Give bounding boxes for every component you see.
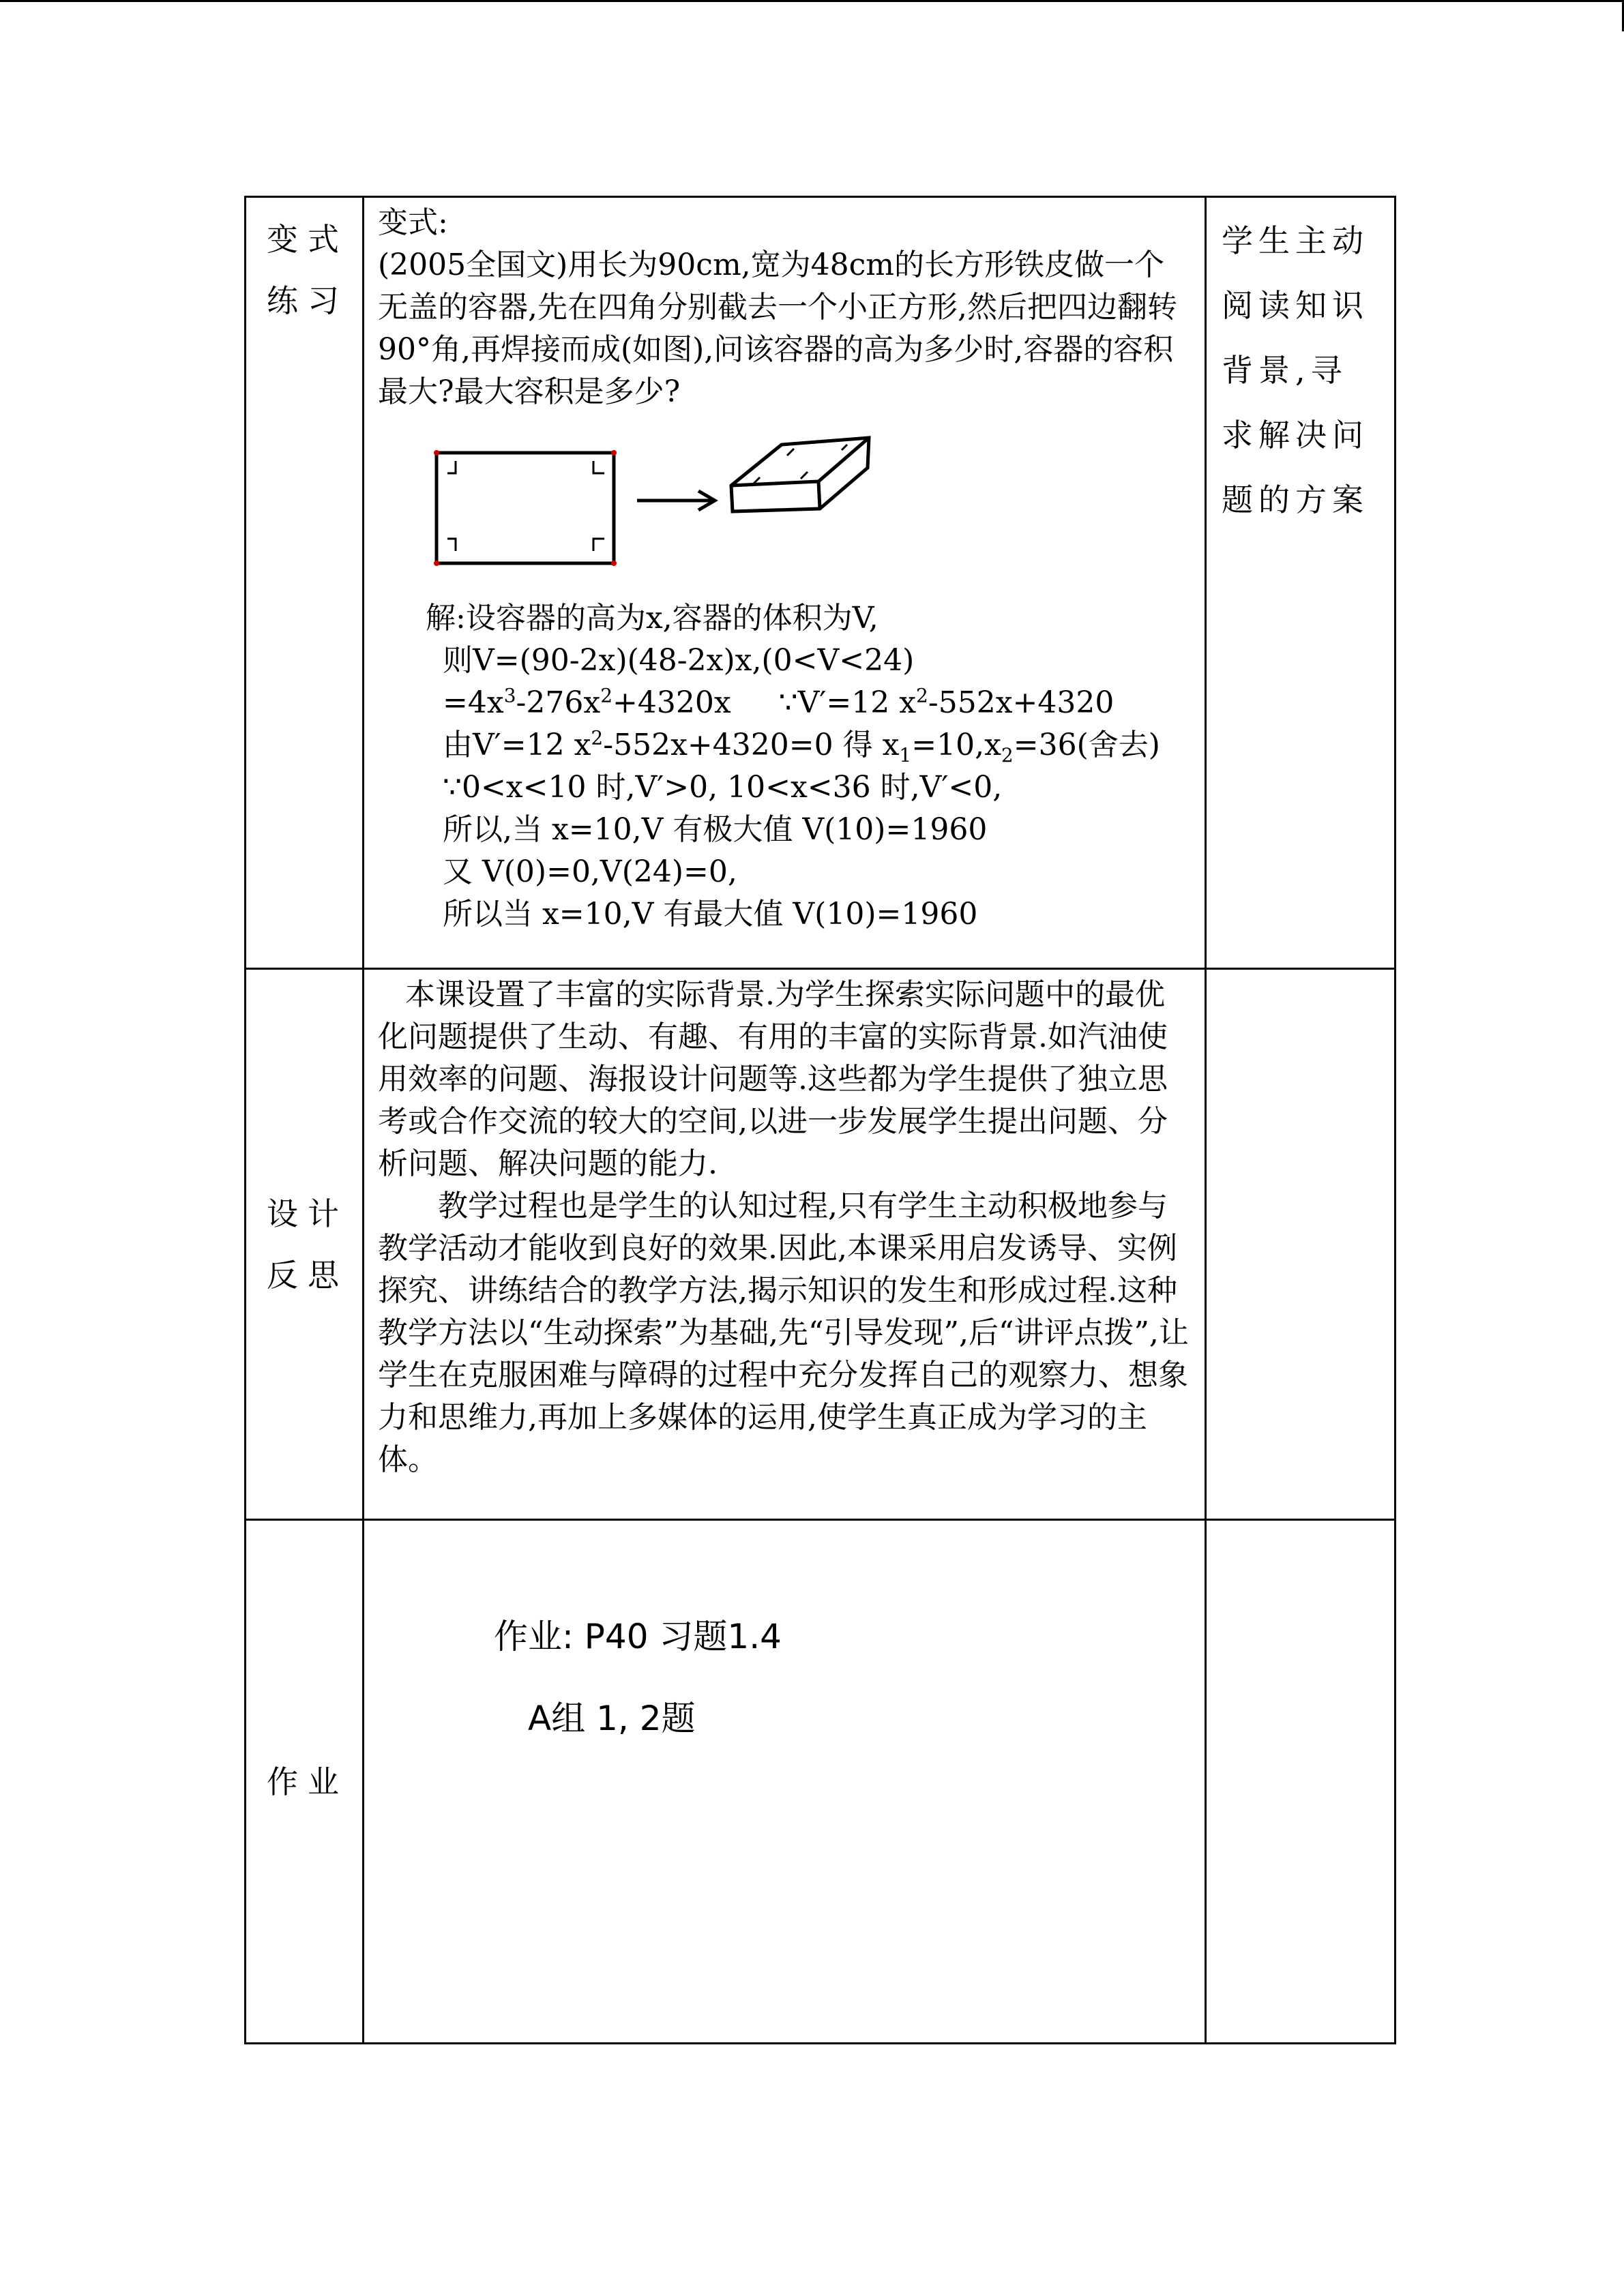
corner-dot xyxy=(434,450,439,456)
solution-line-2: 则V=(90-2x)(48-2x)x,(0<V<24) xyxy=(443,643,915,678)
sheet-rectangle xyxy=(437,453,614,563)
solution-line-4: 由V′=12 $x^2-552x+4320=0$ 得 $x_1=10,x_2=36$(舍去) xyxy=(443,726,1160,766)
corner-dot xyxy=(434,561,439,566)
solution-line-1: 解:设容器的高为x,容器的体积为V, xyxy=(426,601,879,636)
homework-line-2: A组 1, 2题 xyxy=(528,1699,696,1738)
cell-note-variant xyxy=(1206,197,1396,969)
cell-content-reflection xyxy=(364,969,1206,1520)
row-homework xyxy=(246,1520,1396,2044)
solution-line-7: 又 V(0)=0,V(24)=0, xyxy=(443,854,737,889)
label-homework: 作业 xyxy=(267,1763,349,1800)
solution-line-5: ∵0<x<10 时,V′>0, 10<x<36 时,V′<0, xyxy=(443,770,1003,805)
variant-heading: 变式: xyxy=(378,205,448,240)
lesson-plan-table xyxy=(244,196,1396,2044)
cell-label-variant xyxy=(246,197,364,969)
cell-label-homework xyxy=(246,1520,364,2044)
solution-line-8: 所以当 x=10,V 有最大值 V(10)=1960 xyxy=(443,897,978,931)
solution-line-6: 所以,当 x=10,V 有极大值 V(10)=1960 xyxy=(443,812,988,847)
box-folding-diagram xyxy=(432,420,910,597)
solution-line-3: $=4x^3-276x^2+4320x$ ∵V′=12 $x^2-552x+4320$ xyxy=(443,684,1114,720)
reflection-paragraph-2: 教学过程也是学生的认知过程,只有学生主动积极地参与教学活动才能收到良好的效果.因此,本课采用启发诱导、实例探究、讲练结合的教学方法,揭示知识的发生和形成过程.这种教学方法以“生动探索”为基础,先“引导发现”,后“讲评点拨”,让学生在克服困难与障碍的过程中充分发挥自己的观察力、想象力和思维力,再加上多媒体的运用,使学生真正成为学习的主体。 xyxy=(378,1189,1189,1477)
cell-note-reflection xyxy=(1206,969,1396,1520)
corner-dot xyxy=(611,561,617,566)
student-activity-note: 学生主动阅读知识背景,寻求解决问题的方案 xyxy=(1222,222,1369,518)
open-box xyxy=(731,438,869,511)
corner-cut-marks xyxy=(447,461,604,551)
corner-dot xyxy=(611,450,617,456)
cell-content-homework xyxy=(364,1520,1206,2044)
box-inner-marks xyxy=(753,445,847,484)
row-design-reflection xyxy=(246,969,1396,1520)
label-design-reflection: 设计反思 xyxy=(267,1195,349,1294)
row-variant-exercise xyxy=(246,197,1396,969)
variant-problem: (2005全国文)用长为90cm,宽为48cm的长方形铁皮做一个无盖的容器,先在四角分别截去一个小正方形,然后把四边翻转90°角,再焊接而成(如图),问该容器的高为多少时,容器的容积最大?最大容积是多少? xyxy=(378,248,1177,409)
homework-line-1: 作业: P40 习题1.4 xyxy=(494,1617,782,1656)
cell-label-reflection xyxy=(246,969,364,1520)
label-variant-exercise: 变式练习 xyxy=(267,221,349,319)
container-figure xyxy=(378,413,1192,597)
page-top-border xyxy=(0,0,1624,2)
reflection-paragraph-1: 本课设置了丰富的实际背景.为学生探索实际问题中的最优化问题提供了生动、有趣、有用的丰富的实际背景.如汽油使用效率的问题、海报设计问题等.这些都为学生提供了独立思考或合作交流的较大的空间,以进一步发展学生提出问题、分析问题、解决问题的能力. xyxy=(378,977,1168,1181)
cell-note-homework xyxy=(1206,1520,1396,2044)
cell-content-variant xyxy=(364,197,1206,969)
